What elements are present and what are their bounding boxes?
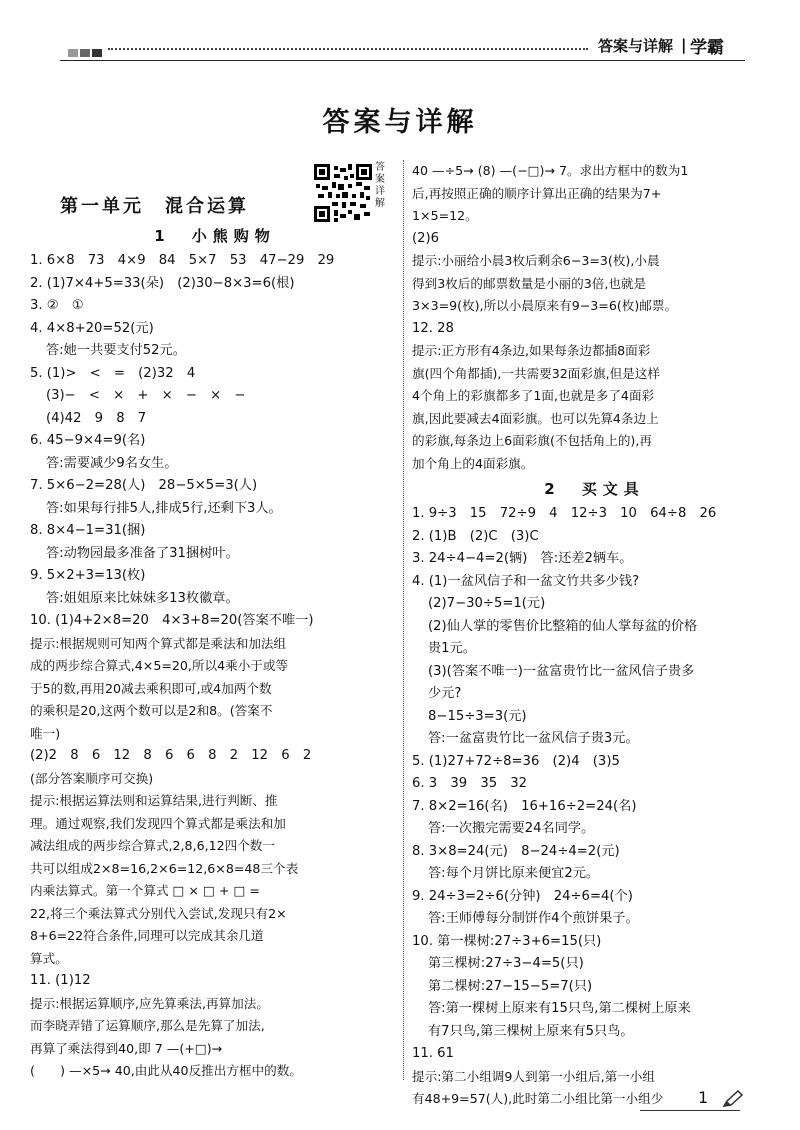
answer-line: 答:一盆富贵竹比一盆风信子贵3元。 xyxy=(428,731,639,746)
answer-line: 6. 3 39 35 32 xyxy=(412,776,528,791)
footer-rule xyxy=(640,1110,740,1111)
answer-line: 7. 8×2=16(名) 16+16÷2=24(名) xyxy=(412,798,637,814)
answer-line: 9. 5×2+3=13(枚) xyxy=(30,568,146,583)
answer-line: 10. (1)4+2×8=20 4×3+8=20(答案不唯一) xyxy=(30,613,314,628)
answer-line: 理。通过观察,我们发现四个算式都是乘法和加 xyxy=(30,815,286,831)
answer-line: 有7只鸟,第三棵树上原来有5只鸟。 xyxy=(428,1023,634,1039)
unit-title: 第一单元 混合运算 xyxy=(60,196,249,217)
header-rule xyxy=(60,60,745,61)
qr-code-icon[interactable] xyxy=(314,164,372,222)
answer-line: (3)− < × + × − × − xyxy=(46,388,246,403)
answer-line: 提示:正方形有4条边,如果每条边都插8面彩 xyxy=(412,343,651,358)
answer-line: 5. (1)> < = (2)32 4 xyxy=(30,365,196,381)
answer-line: 3. 24÷4−4=2(辆) 答:还差2辆车。 xyxy=(412,551,633,566)
answer-line: 提示:第二小组调9人到第一小组后,第一小组 xyxy=(412,1068,655,1084)
answer-line: 第三棵树:27÷3−4=5(只) xyxy=(428,956,584,971)
answer-line: 旗,因此要减去4面彩旗。也可以先算4条边上 xyxy=(412,410,659,426)
answer-line: 8. 3×8=24(元) 8−24÷4=2(元) xyxy=(412,843,620,859)
lesson-title: 1 小熊购物 xyxy=(154,227,276,245)
answer-line: 而李晓弄错了运算顺序,那么是先算了加法, xyxy=(30,1018,265,1033)
answer-line: 少元? xyxy=(428,686,462,701)
page-title: 答案与详解 xyxy=(322,107,478,138)
answer-line: 1. 9÷3 15 72÷9 4 12÷3 10 64÷8 26 xyxy=(412,506,717,521)
answer-line: (2)2 8 6 12 8 6 6 8 2 12 6 2 xyxy=(30,748,312,763)
answer-line: (3)(答案不唯一)一盆富贵竹比一盆风信子贵多 xyxy=(428,663,695,679)
answer-line: (2)6 xyxy=(412,230,440,246)
answer-line: 12. 28 xyxy=(412,320,454,336)
column-divider xyxy=(403,160,404,1080)
answer-line: 再算了乘法得到40,即 7 —(+□)→ xyxy=(30,1040,223,1056)
answer-line: 共可以组成2×8=16,2×6=12,6×8=48三个表 xyxy=(30,860,299,876)
header-section-label: 答案与详解 xyxy=(598,37,674,55)
answer-line: 4个角上的彩旗都多了1面,也就是多了4面彩 xyxy=(412,388,655,403)
page-number: 1 xyxy=(698,1088,709,1107)
answer-line: (4)42 9 8 7 xyxy=(46,410,147,426)
header-separator: | xyxy=(681,36,687,54)
answer-line: ( ) —×5→ 40,由此从40反推出方框中的数。 xyxy=(30,1063,302,1078)
header-decoration xyxy=(68,42,104,61)
answer-line: 答:她一共要支付52元。 xyxy=(46,343,186,358)
answer-line: 1. 6×8 73 4×9 84 5×7 53 47−29 29 xyxy=(30,253,335,268)
answer-line: 1×5=12。 xyxy=(412,208,478,223)
answer-line: 减法组成的两步综合算式,2,8,6,12四个数一 xyxy=(30,838,275,853)
page-header xyxy=(0,0,800,62)
answer-line: 5. (1)27+72÷8=36 (2)4 (3)5 xyxy=(412,753,620,769)
answer-line: (2)仙人掌的零售价比整箱的仙人掌每盆的价格 xyxy=(428,618,698,634)
answer-line: 第二棵树:27−15−5=7(只) xyxy=(428,978,593,994)
answer-line: 答:姐姐原来比妹妹多13枚徽章。 xyxy=(46,590,239,606)
answer-line: 8−15÷3=3(元) xyxy=(428,708,527,724)
answer-line: 8. 8×4−1=31(捆) xyxy=(30,523,146,538)
answer-line: 9. 24÷3=2÷6(分钟) 24÷6=4(个) xyxy=(412,888,633,904)
answer-line: 答:每个月饼比原来便宜2元。 xyxy=(428,866,600,881)
right-column xyxy=(412,160,777,1111)
pencil-icon xyxy=(722,1090,744,1108)
answer-line: 答:王师傅每分制饼作4个煎饼果子。 xyxy=(428,911,639,926)
unit-header xyxy=(30,160,400,222)
answer-line: 后,再按照正确的顺序计算出正确的结果为7+ xyxy=(412,185,662,201)
answer-line: 成的两步综合算式,4×5=20,所以4乘小于或等 xyxy=(30,658,289,673)
answer-line: 提示:根据运算法则和运算结果,进行判断、推 xyxy=(30,793,278,808)
answer-line: 有48+9=57(人),此时第二小组比第一小组少 xyxy=(412,1091,664,1106)
left-column xyxy=(30,160,400,1083)
right-answer-lines xyxy=(412,160,777,1111)
answer-line: 提示:根据规则可知两个算式都是乘法和加法组 xyxy=(30,635,287,651)
qr-label: 答案详解 xyxy=(375,162,385,209)
answer-line: 11. 61 xyxy=(412,1046,454,1061)
header-brand-logo: 学霸 xyxy=(690,38,724,58)
answer-line: 8+6=22符合条件,同理可以完成其余几道 xyxy=(30,928,264,943)
answer-line: 3. ② ① xyxy=(30,298,84,313)
answer-line: 3×3=9(枚),所以小晨原来有9−3=6(枚)邮票。 xyxy=(412,298,678,313)
answer-line: 内乘法算式。第一个算式 □ × □ + □ = xyxy=(30,883,260,898)
answer-line: 22,将三个乘法算式分别代入尝试,发现只有2× xyxy=(30,905,287,921)
answer-line: 于5的数,再用20减去乘积即可,或4加两个数 xyxy=(30,680,272,696)
answer-line: 答:第一棵树上原来有15只鸟,第二棵树上原来 xyxy=(428,1001,691,1016)
answer-line: 算式。 xyxy=(30,950,68,966)
answer-line: 4. (1)一盆风信子和一盆文竹共多少钱? xyxy=(412,573,640,589)
answer-line: 的乘积是20,这两个数可以是2和8。(答案不 xyxy=(30,703,273,718)
answer-line: 答:需要减少9名女生。 xyxy=(46,455,178,471)
answer-line: 10. 第一棵树:27÷3+6=15(只) xyxy=(412,933,602,949)
answer-line: (2)7−30÷5=1(元) xyxy=(428,596,546,611)
answer-line: 答:一次搬完需要24名同学。 xyxy=(428,821,595,836)
answer-line: (部分答案顺序可交换) xyxy=(30,770,154,786)
answer-line: 贵1元。 xyxy=(428,641,476,656)
header-dotted-line xyxy=(108,48,588,50)
answer-line: 11. (1)12 xyxy=(30,973,91,988)
answer-line: 提示:根据运算顺序,应先算乘法,再算加法。 xyxy=(30,995,269,1011)
answer-line: 旗(四个角都插),一共需要32面彩旗,但是这样 xyxy=(412,365,660,381)
answer-line: 唯一) xyxy=(30,725,61,741)
answer-line: 7. 5×6−2=28(人) 28−5×5=3(人) xyxy=(30,478,258,493)
answer-line: 得到3枚后的邮票数量是小丽的3倍,也就是 xyxy=(412,275,647,291)
answer-line: 2. (1)7×4+5=33(朵) (2)30−8×3=6(根) xyxy=(30,275,295,291)
answer-line: 4. 4×8+20=52(元) xyxy=(30,320,154,336)
answer-line: 答:动物园最多准备了31捆树叶。 xyxy=(46,545,239,561)
answer-line: 答:如果每行排5人,排成5行,还剩下3人。 xyxy=(46,500,282,516)
answer-line: 加个角上的4面彩旗。 xyxy=(412,455,534,471)
answer-line: 提示:小丽给小晨3枚后剩余6−3=3(枚),小晨 xyxy=(412,253,660,268)
left-answer-lines xyxy=(30,250,400,1083)
answer-line: 6. 45−9×4=9(名) xyxy=(30,433,146,448)
answer-line: 的彩旗,每条边上6面彩旗(不包括角上的),再 xyxy=(412,433,652,448)
answer-line: 40 —÷5→ (8) —(−□)→ 7。求出方框中的数为1 xyxy=(412,163,689,178)
answer-line: 2. (1)B (2)C (3)C xyxy=(412,528,539,544)
lesson-title: 2 买文具 xyxy=(544,480,645,498)
